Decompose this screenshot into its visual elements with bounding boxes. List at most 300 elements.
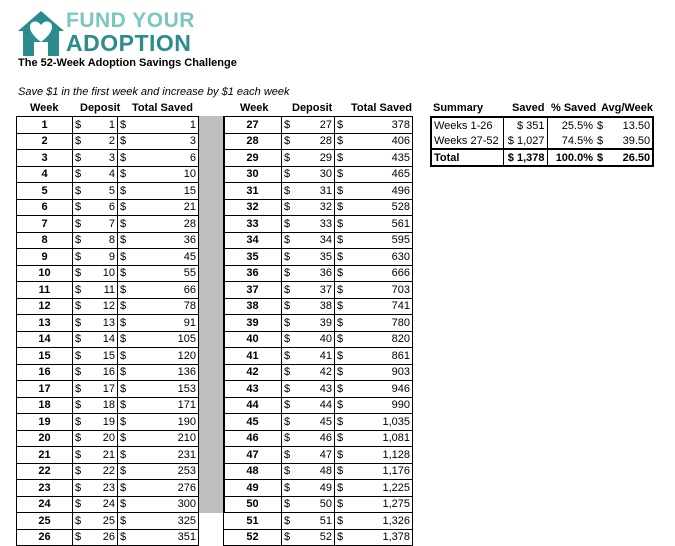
summary-saved: $ 351 bbox=[503, 117, 547, 133]
summary-header: Summary bbox=[433, 102, 484, 114]
total-currency: $ bbox=[335, 133, 347, 150]
deposit-currency: $ bbox=[73, 513, 82, 530]
total-currency: $ bbox=[335, 463, 347, 480]
right-week-header: Week bbox=[240, 102, 269, 114]
deposit-cell: 27 bbox=[291, 117, 335, 134]
total-currency: $ bbox=[335, 430, 347, 447]
deposit-cell: 50 bbox=[291, 496, 335, 513]
week-cell: 29 bbox=[224, 150, 282, 167]
week-cell: 28 bbox=[224, 133, 282, 150]
total-currency: $ bbox=[335, 183, 347, 200]
deposit-currency: $ bbox=[73, 397, 82, 414]
total-currency: $ bbox=[335, 496, 347, 513]
week-cell: 20 bbox=[17, 430, 73, 447]
total-saved-cell: 1,128 bbox=[347, 447, 413, 464]
deposit-currency: $ bbox=[282, 348, 291, 365]
week-cell: 8 bbox=[17, 232, 73, 249]
table-row bbox=[224, 232, 413, 249]
summary-pct: 100.0% bbox=[547, 149, 595, 166]
week-cell: 10 bbox=[17, 265, 73, 282]
week-cell: 14 bbox=[17, 331, 73, 348]
total-currency: $ bbox=[118, 133, 130, 150]
total-currency: $ bbox=[335, 265, 347, 282]
deposit-currency: $ bbox=[73, 447, 82, 464]
avg-week-header: Avg/Week bbox=[601, 102, 653, 114]
deposit-cell: 4 bbox=[82, 166, 118, 183]
total-currency: $ bbox=[118, 529, 130, 546]
total-currency: $ bbox=[118, 430, 130, 447]
total-currency: $ bbox=[335, 315, 347, 332]
total-currency: $ bbox=[118, 298, 130, 315]
summary-total-row bbox=[431, 149, 653, 166]
deposit-currency: $ bbox=[73, 183, 82, 200]
week-cell: 34 bbox=[224, 232, 282, 249]
pct-saved-header: % Saved bbox=[551, 102, 597, 114]
deposit-currency: $ bbox=[73, 166, 82, 183]
total-currency: $ bbox=[118, 381, 130, 398]
table-row bbox=[17, 166, 199, 183]
total-currency: $ bbox=[335, 298, 347, 315]
week-cell: 25 bbox=[17, 513, 73, 530]
deposit-cell: 25 bbox=[82, 513, 118, 530]
total-currency: $ bbox=[118, 447, 130, 464]
deposit-cell: 21 bbox=[82, 447, 118, 464]
week-cell: 49 bbox=[224, 480, 282, 497]
deposit-currency: $ bbox=[282, 430, 291, 447]
total-saved-cell: 21 bbox=[130, 199, 199, 216]
summary-saved: $ 1,378 bbox=[503, 149, 547, 166]
deposit-cell: 12 bbox=[82, 298, 118, 315]
total-saved-cell: 780 bbox=[347, 315, 413, 332]
deposit-currency: $ bbox=[282, 150, 291, 167]
total-saved-cell: 10 bbox=[130, 166, 199, 183]
deposit-cell: 5 bbox=[82, 183, 118, 200]
table-row bbox=[224, 298, 413, 315]
week-cell: 40 bbox=[224, 331, 282, 348]
table-row bbox=[224, 381, 413, 398]
total-saved-cell: 946 bbox=[347, 381, 413, 398]
table-row bbox=[17, 496, 199, 513]
total-currency: $ bbox=[118, 249, 130, 266]
deposit-cell: 33 bbox=[291, 216, 335, 233]
total-currency: $ bbox=[335, 414, 347, 431]
week-cell: 26 bbox=[17, 529, 73, 546]
total-saved-cell: 28 bbox=[130, 216, 199, 233]
total-saved-cell: 136 bbox=[130, 364, 199, 381]
total-currency: $ bbox=[335, 249, 347, 266]
total-saved-cell: 820 bbox=[347, 331, 413, 348]
right-total-saved-header: Total Saved bbox=[351, 102, 412, 114]
deposit-cell: 7 bbox=[82, 216, 118, 233]
deposit-currency: $ bbox=[282, 463, 291, 480]
deposit-currency: $ bbox=[282, 166, 291, 183]
deposit-currency: $ bbox=[73, 133, 82, 150]
table-row bbox=[224, 414, 413, 431]
total-currency: $ bbox=[118, 331, 130, 348]
deposit-currency: $ bbox=[73, 381, 82, 398]
total-currency: $ bbox=[335, 117, 347, 134]
deposit-cell: 17 bbox=[82, 381, 118, 398]
week-cell: 19 bbox=[17, 414, 73, 431]
table-row bbox=[224, 199, 413, 216]
week-cell: 11 bbox=[17, 282, 73, 299]
total-currency: $ bbox=[118, 216, 130, 233]
week-cell: 38 bbox=[224, 298, 282, 315]
total-currency: $ bbox=[335, 513, 347, 530]
table-row bbox=[224, 331, 413, 348]
total-currency: $ bbox=[335, 529, 347, 546]
summary-row bbox=[431, 117, 653, 133]
week-cell: 9 bbox=[17, 249, 73, 266]
week-cell: 51 bbox=[224, 513, 282, 530]
week-cell: 39 bbox=[224, 315, 282, 332]
deposit-cell: 15 bbox=[82, 348, 118, 365]
table-row bbox=[17, 282, 199, 299]
total-currency: $ bbox=[118, 232, 130, 249]
deposit-cell: 52 bbox=[291, 529, 335, 546]
table-row bbox=[224, 150, 413, 167]
total-saved-cell: 210 bbox=[130, 430, 199, 447]
deposit-cell: 32 bbox=[291, 199, 335, 216]
week-cell: 22 bbox=[17, 463, 73, 480]
deposit-cell: 19 bbox=[82, 414, 118, 431]
table-row bbox=[17, 348, 199, 365]
total-saved-cell: 91 bbox=[130, 315, 199, 332]
total-saved-cell: 253 bbox=[130, 463, 199, 480]
total-saved-cell: 6 bbox=[130, 150, 199, 167]
summary-label: Total bbox=[431, 149, 503, 166]
saved-header: Saved bbox=[512, 102, 545, 114]
table-row bbox=[17, 529, 199, 546]
total-currency: $ bbox=[118, 414, 130, 431]
total-currency: $ bbox=[118, 513, 130, 530]
total-saved-cell: 1,035 bbox=[347, 414, 413, 431]
deposit-currency: $ bbox=[73, 364, 82, 381]
week-cell: 30 bbox=[224, 166, 282, 183]
deposit-cell: 38 bbox=[291, 298, 335, 315]
table-row bbox=[17, 199, 199, 216]
deposit-cell: 43 bbox=[291, 381, 335, 398]
deposit-currency: $ bbox=[282, 414, 291, 431]
deposit-cell: 37 bbox=[291, 282, 335, 299]
deposit-cell: 16 bbox=[82, 364, 118, 381]
total-saved-cell: 703 bbox=[347, 282, 413, 299]
week-cell: 50 bbox=[224, 496, 282, 513]
table-row bbox=[224, 364, 413, 381]
table-row bbox=[17, 315, 199, 332]
total-saved-cell: 231 bbox=[130, 447, 199, 464]
table-row bbox=[224, 397, 413, 414]
total-saved-cell: 903 bbox=[347, 364, 413, 381]
deposit-currency: $ bbox=[73, 265, 82, 282]
column-divider bbox=[198, 116, 225, 513]
total-saved-cell: 36 bbox=[130, 232, 199, 249]
summary-row bbox=[431, 133, 653, 149]
deposit-cell: 31 bbox=[291, 183, 335, 200]
total-currency: $ bbox=[118, 397, 130, 414]
brand-line-2: ADOPTION bbox=[66, 30, 192, 56]
deposit-currency: $ bbox=[282, 381, 291, 398]
deposit-currency: $ bbox=[282, 282, 291, 299]
deposit-cell: 48 bbox=[291, 463, 335, 480]
week-cell: 43 bbox=[224, 381, 282, 398]
deposit-currency: $ bbox=[73, 315, 82, 332]
total-saved-cell: 496 bbox=[347, 183, 413, 200]
total-saved-cell: 666 bbox=[347, 265, 413, 282]
table-row bbox=[224, 216, 413, 233]
deposit-cell: 47 bbox=[291, 447, 335, 464]
week-cell: 24 bbox=[17, 496, 73, 513]
total-currency: $ bbox=[118, 183, 130, 200]
week-cell: 37 bbox=[224, 282, 282, 299]
total-saved-cell: 406 bbox=[347, 133, 413, 150]
deposit-cell: 6 bbox=[82, 199, 118, 216]
total-currency: $ bbox=[118, 364, 130, 381]
total-saved-cell: 528 bbox=[347, 199, 413, 216]
table-row bbox=[224, 480, 413, 497]
week-cell: 17 bbox=[17, 381, 73, 398]
total-saved-cell: 171 bbox=[130, 397, 199, 414]
total-currency: $ bbox=[118, 265, 130, 282]
table-row bbox=[224, 183, 413, 200]
deposit-currency: $ bbox=[73, 216, 82, 233]
total-saved-cell: 595 bbox=[347, 232, 413, 249]
deposit-currency: $ bbox=[73, 298, 82, 315]
deposit-currency: $ bbox=[73, 348, 82, 365]
deposit-currency: $ bbox=[73, 331, 82, 348]
table-row bbox=[17, 150, 199, 167]
deposit-currency: $ bbox=[73, 249, 82, 266]
week-cell: 48 bbox=[224, 463, 282, 480]
total-saved-cell: 1,378 bbox=[347, 529, 413, 546]
summary-table bbox=[430, 116, 654, 167]
table-row bbox=[17, 397, 199, 414]
total-saved-cell: 561 bbox=[347, 216, 413, 233]
table-row bbox=[17, 183, 199, 200]
summary-label: Weeks 1-26 bbox=[431, 117, 503, 133]
deposit-currency: $ bbox=[73, 282, 82, 299]
deposit-currency: $ bbox=[282, 496, 291, 513]
total-currency: $ bbox=[118, 199, 130, 216]
total-currency: $ bbox=[335, 480, 347, 497]
table-row bbox=[17, 463, 199, 480]
deposit-cell: 9 bbox=[82, 249, 118, 266]
deposit-currency: $ bbox=[282, 315, 291, 332]
table-row bbox=[17, 265, 199, 282]
total-currency: $ bbox=[118, 315, 130, 332]
deposit-cell: 23 bbox=[82, 480, 118, 497]
deposit-currency: $ bbox=[73, 529, 82, 546]
total-currency: $ bbox=[118, 496, 130, 513]
week-cell: 27 bbox=[224, 117, 282, 134]
table-row bbox=[17, 364, 199, 381]
table-row bbox=[17, 298, 199, 315]
total-currency: $ bbox=[335, 232, 347, 249]
week-cell: 7 bbox=[17, 216, 73, 233]
deposit-currency: $ bbox=[73, 480, 82, 497]
total-saved-cell: 1 bbox=[130, 117, 199, 134]
total-currency: $ bbox=[118, 117, 130, 134]
total-saved-cell: 15 bbox=[130, 183, 199, 200]
deposit-currency: $ bbox=[73, 150, 82, 167]
total-saved-cell: 45 bbox=[130, 249, 199, 266]
deposit-cell: 29 bbox=[291, 150, 335, 167]
week-cell: 15 bbox=[17, 348, 73, 365]
week-cell: 23 bbox=[17, 480, 73, 497]
summary-label: Weeks 27-52 bbox=[431, 133, 503, 149]
summary-pct: 74.5% bbox=[561, 134, 593, 147]
deposit-currency: $ bbox=[73, 430, 82, 447]
table-row bbox=[224, 315, 413, 332]
table-row bbox=[17, 232, 199, 249]
week-cell: 31 bbox=[224, 183, 282, 200]
total-saved-cell: 378 bbox=[347, 117, 413, 134]
total-currency: $ bbox=[335, 364, 347, 381]
deposit-cell: 42 bbox=[291, 364, 335, 381]
deposit-cell: 40 bbox=[291, 331, 335, 348]
table-row bbox=[17, 381, 199, 398]
deposit-currency: $ bbox=[282, 249, 291, 266]
left-week-header: Week bbox=[30, 102, 59, 114]
left-total-saved-header: Total Saved bbox=[132, 102, 193, 114]
total-currency: $ bbox=[118, 348, 130, 365]
deposit-currency: $ bbox=[282, 364, 291, 381]
table-row bbox=[224, 430, 413, 447]
week-cell: 6 bbox=[17, 199, 73, 216]
week-cell: 33 bbox=[224, 216, 282, 233]
deposit-currency: $ bbox=[282, 265, 291, 282]
week-cell: 45 bbox=[224, 414, 282, 431]
table-row bbox=[224, 166, 413, 183]
deposit-currency: $ bbox=[282, 397, 291, 414]
table-row bbox=[224, 265, 413, 282]
total-saved-cell: 465 bbox=[347, 166, 413, 183]
week-cell: 52 bbox=[224, 529, 282, 546]
summary-avg: 13.50 bbox=[622, 119, 651, 132]
table-row bbox=[224, 133, 413, 150]
total-currency: $ bbox=[335, 348, 347, 365]
total-currency: $ bbox=[335, 199, 347, 216]
total-saved-cell: 1,275 bbox=[347, 496, 413, 513]
total-currency: $ bbox=[335, 166, 347, 183]
total-currency: $ bbox=[118, 480, 130, 497]
deposit-currency: $ bbox=[73, 496, 82, 513]
instructions-subtitle: Save $1 in the first week and increase by $1 each week bbox=[18, 86, 290, 98]
table-row bbox=[17, 414, 199, 431]
table-row bbox=[17, 117, 199, 134]
week-cell: 44 bbox=[224, 397, 282, 414]
table-row bbox=[17, 249, 199, 266]
page-title: The 52-Week Adoption Savings Challenge bbox=[18, 57, 237, 69]
deposit-currency: $ bbox=[73, 117, 82, 134]
table-row bbox=[17, 430, 199, 447]
table-row bbox=[224, 496, 413, 513]
deposit-currency: $ bbox=[282, 447, 291, 464]
total-currency: $ bbox=[118, 150, 130, 167]
table-row bbox=[224, 529, 413, 546]
deposit-currency: $ bbox=[282, 331, 291, 348]
total-currency: $ bbox=[335, 447, 347, 464]
deposit-cell: 34 bbox=[291, 232, 335, 249]
table-row bbox=[224, 117, 413, 134]
total-saved-cell: 3 bbox=[130, 133, 199, 150]
deposit-cell: 39 bbox=[291, 315, 335, 332]
week-cell: 32 bbox=[224, 199, 282, 216]
deposit-cell: 22 bbox=[82, 463, 118, 480]
table-row bbox=[224, 249, 413, 266]
deposit-cell: 35 bbox=[291, 249, 335, 266]
deposit-cell: 10 bbox=[82, 265, 118, 282]
total-saved-cell: 1,225 bbox=[347, 480, 413, 497]
total-currency: $ bbox=[335, 397, 347, 414]
week-cell: 46 bbox=[224, 430, 282, 447]
deposit-cell: 24 bbox=[82, 496, 118, 513]
week-cell: 1 bbox=[17, 117, 73, 134]
table-row bbox=[17, 447, 199, 464]
week-cell: 47 bbox=[224, 447, 282, 464]
deposit-currency: $ bbox=[73, 199, 82, 216]
week-cell: 42 bbox=[224, 364, 282, 381]
total-saved-cell: 1,176 bbox=[347, 463, 413, 480]
week-cell: 36 bbox=[224, 265, 282, 282]
total-currency: $ bbox=[335, 216, 347, 233]
deposit-currency: $ bbox=[73, 463, 82, 480]
total-saved-cell: 105 bbox=[130, 331, 199, 348]
total-currency: $ bbox=[335, 150, 347, 167]
deposit-cell: 11 bbox=[82, 282, 118, 299]
deposit-currency: $ bbox=[73, 232, 82, 249]
week-cell: 4 bbox=[17, 166, 73, 183]
total-currency: $ bbox=[118, 282, 130, 299]
deposit-cell: 44 bbox=[291, 397, 335, 414]
total-currency: $ bbox=[118, 166, 130, 183]
deposit-cell: 1 bbox=[82, 117, 118, 134]
summary-pct: 25.5% bbox=[561, 119, 593, 132]
deposit-currency: $ bbox=[282, 298, 291, 315]
table-row bbox=[224, 348, 413, 365]
week-cell: 18 bbox=[17, 397, 73, 414]
deposit-currency: $ bbox=[282, 232, 291, 249]
table-row bbox=[224, 447, 413, 464]
summary-avg-currency: $ bbox=[597, 134, 604, 147]
summary-avg-currency: $ bbox=[595, 149, 605, 166]
deposit-cell: 8 bbox=[82, 232, 118, 249]
week-cell: 12 bbox=[17, 298, 73, 315]
total-saved-cell: 66 bbox=[130, 282, 199, 299]
week-cell: 5 bbox=[17, 183, 73, 200]
deposit-cell: 41 bbox=[291, 348, 335, 365]
deposit-currency: $ bbox=[282, 513, 291, 530]
deposit-cell: 30 bbox=[291, 166, 335, 183]
table-row bbox=[17, 133, 199, 150]
total-saved-cell: 1,081 bbox=[347, 430, 413, 447]
deposit-currency: $ bbox=[282, 199, 291, 216]
deposit-cell: 2 bbox=[82, 133, 118, 150]
total-currency: $ bbox=[335, 331, 347, 348]
table-row bbox=[17, 216, 199, 233]
total-saved-cell: 990 bbox=[347, 397, 413, 414]
deposit-cell: 18 bbox=[82, 397, 118, 414]
deposit-currency: $ bbox=[282, 529, 291, 546]
total-saved-cell: 325 bbox=[130, 513, 199, 530]
week-cell: 16 bbox=[17, 364, 73, 381]
deposit-currency: $ bbox=[282, 216, 291, 233]
right-deposit-header: Deposit bbox=[292, 102, 333, 114]
total-saved-cell: 190 bbox=[130, 414, 199, 431]
table-row bbox=[224, 463, 413, 480]
deposit-cell: 14 bbox=[82, 331, 118, 348]
summary-avg: 26.50 bbox=[605, 149, 653, 166]
